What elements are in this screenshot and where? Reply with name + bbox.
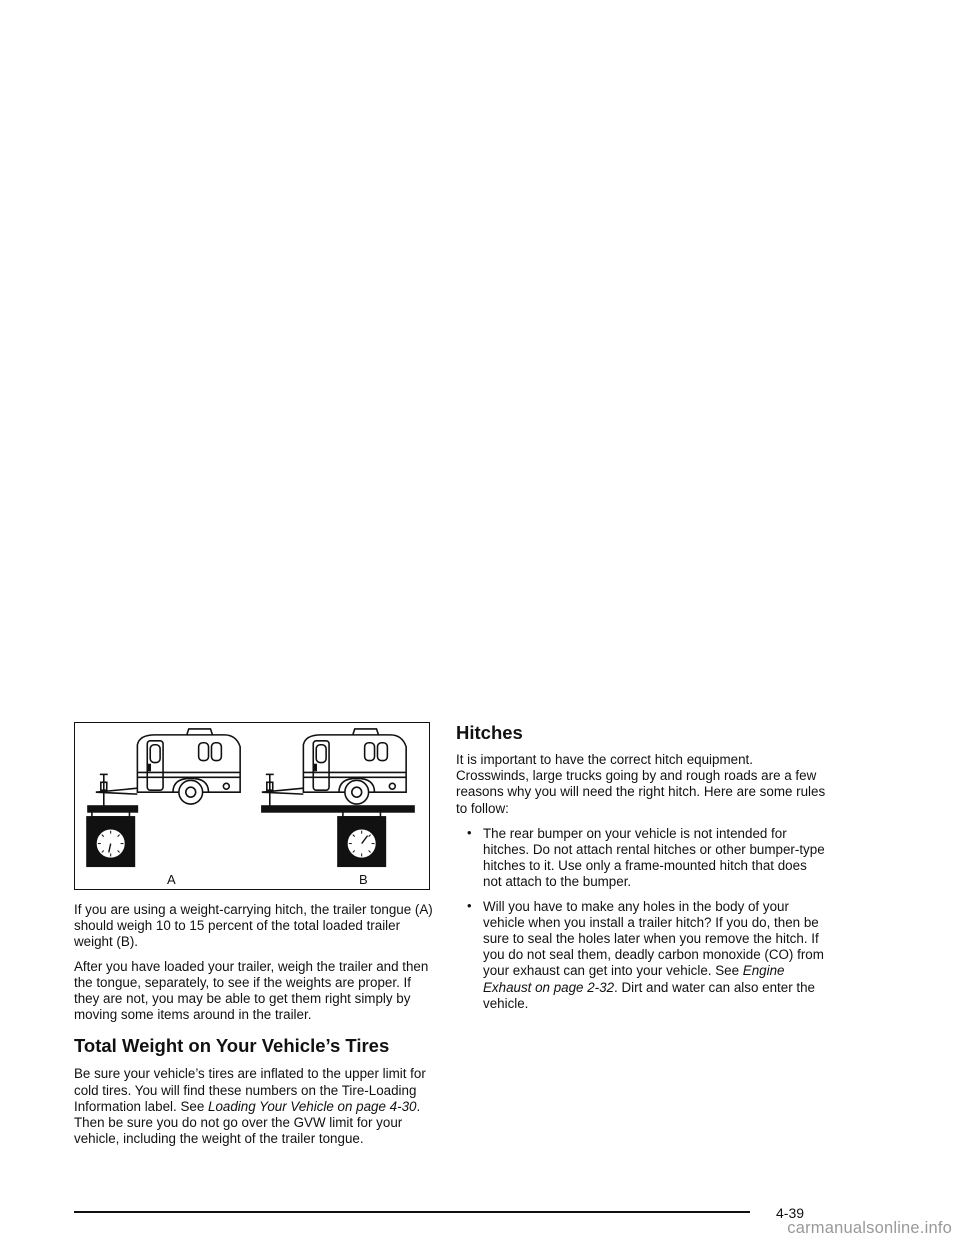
trailer-weighing-illustration [74,722,430,890]
footer-rule [74,1211,750,1213]
section-heading-total-weight: Total Weight on Your Vehicle’s Tires [74,1035,390,1057]
trailer-weighing-svg [75,723,429,889]
tongue-weight-paragraph: If you are using a weight-carrying hitch, the trailer tongue (A) should weigh 10 to 15 percent of the total loaded trailer weight (B). [74,902,433,950]
trailer-b [262,729,406,806]
tire-inflation-text-end: . Then be sure you do not go over the GVW limit for your vehicle, including the weight of the trailer tongue. [74,1098,421,1147]
bullet-icon: • [467,824,472,840]
figure-label-b: B [359,872,368,887]
bumper-rule-text: The rear bumper on your vehicle is not intended for hitches. Do not attach rental hitches or other bumper-type hitches to it. Use only a frame-mounted hitch that does not attach to the bumper. [483,825,825,890]
hitch-rules-list [456,826,826,1012]
watermark: carmanualsonline.info [787,1219,952,1237]
tire-inflation-text: Be sure your vehicle’s tires are inflated to the upper limit for cold tires. You will find these numbers on the Tire-Loading Information label. See [74,1066,426,1114]
section-heading-hitches: Hitches [456,722,523,743]
loading-your-vehicle-link[interactable]: Loading Your Vehicle on page 4-30 [208,1098,417,1114]
tire-inflation-paragraph [74,1066,436,1147]
scale-a [87,806,137,866]
list-item [456,826,826,891]
figure-label-a: A [167,872,176,887]
scale-b [262,806,414,866]
seal-holes-text: Will you have to make any holes in the body of your vehicle when you install a trailer hitch? If you do, then be sure to seal the holes later when you remove the hitch. If you do not seal them, deadly carbon monoxide (CO) from your exhaust can get into your vehicle. See [483,898,824,979]
seal-holes-text-end: . Dirt and water can also enter the vehicle. [483,979,815,1011]
engine-exhaust-link[interactable]: Engine Exhaust on page 2-32 [483,963,785,995]
seal-holes-rule-text [483,899,826,1012]
right-column [456,722,826,1020]
list-item [456,899,826,1012]
hitches-intro-paragraph: It is important to have the correct hitch equipment. Crosswinds, large trucks going by and rough roads are a few reasons why you will need the right hitch. Here are some rules to follow: [456,752,826,816]
trailer-a [96,729,240,806]
left-column [74,722,436,1147]
bullet-icon: • [467,897,472,913]
page-number: 4-39 [776,1205,805,1221]
weigh-trailer-paragraph: After you have loaded your trailer, weigh the trailer and then the tongue, separately, to see if the weights are proper. If they are not, you may be able to get them right simply by moving some items around in the trailer. [74,958,429,1023]
